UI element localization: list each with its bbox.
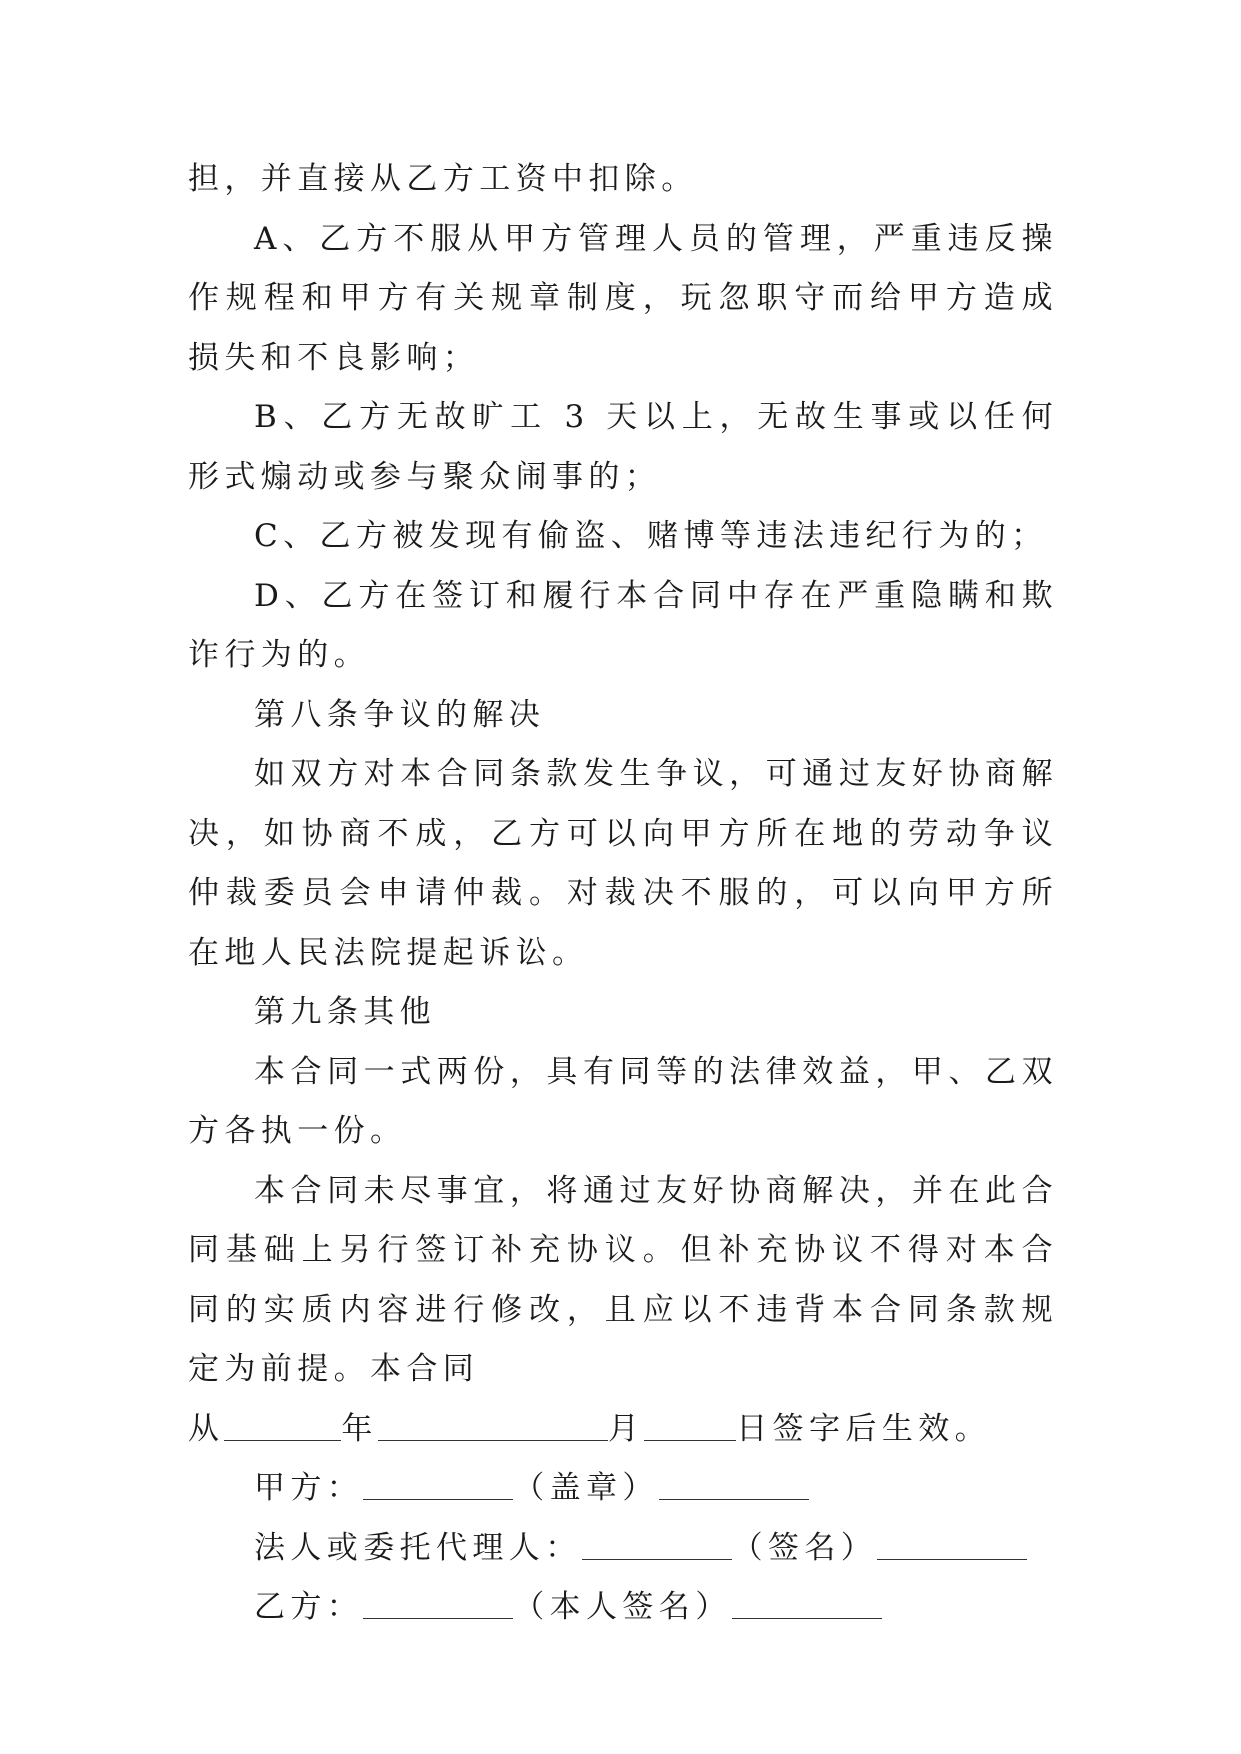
party-a-blank[interactable] (363, 1469, 513, 1500)
day-blank[interactable] (644, 1410, 736, 1441)
party-a-signature-line (188, 1459, 1058, 1519)
year-blank[interactable] (224, 1410, 341, 1441)
party-a-seal-blank[interactable] (659, 1469, 809, 1500)
party-b-sign-label: （本人签名） (513, 1589, 732, 1625)
year-label: 年 (341, 1410, 378, 1447)
party-b-blank[interactable] (363, 1588, 513, 1619)
article-8-heading: 第八条争议的解决 (254, 696, 546, 733)
legal-rep-blank[interactable] (582, 1529, 732, 1560)
day-label: 日签字后生效。 (736, 1410, 992, 1447)
party-b-sign-blank[interactable] (732, 1588, 882, 1619)
legal-rep-sign-blank[interactable] (877, 1529, 1027, 1560)
party-b-label: 乙方： (254, 1589, 364, 1625)
clause-d: D、乙方在签订和履行本合同中存在严重隐瞒和欺诈行为的。 (188, 577, 1058, 673)
legal-rep-signature-line (188, 1519, 1058, 1579)
clause-c: C、乙方被发现有偷盗、赌博等违法违纪行为的； (254, 518, 1048, 554)
month-blank[interactable] (378, 1410, 608, 1441)
clause-b: B、乙方无故旷工 3 天以上，无故生事或以任何形式煽动或参与聚众闹事的； (188, 399, 1058, 495)
from-label: 从 (188, 1410, 225, 1447)
clause-a: A、乙方不服从甲方管理人员的管理，严重违反操作规程和甲方有关规章制度，玩忽职守而给甲方造成损失和不良影响； (188, 220, 1058, 376)
article-9-supplement: 本合同未尽事宜，将通过友好协商解决，并在此合同基础上另行签订补充协议。但补充协议不得对本合同的实质内容进行修改，且应以不违背本合同条款规定为前提。本合同 (188, 1172, 1058, 1387)
article-9-copies: 本合同一式两份，具有同等的法律效益，甲、乙双方各执一份。 (188, 1053, 1058, 1149)
legal-rep-sign-label: （签名） (731, 1529, 878, 1566)
party-a-seal-label: （盖章） (513, 1470, 659, 1506)
party-b-signature-line (188, 1578, 1058, 1638)
legal-rep-label: 法人或委托代理人： (254, 1529, 582, 1566)
contract-text (188, 150, 1058, 1638)
month-label: 月 (607, 1410, 645, 1447)
effective-date-line (188, 1400, 1058, 1460)
party-a-label: 甲方： (254, 1470, 364, 1506)
paragraph-continuation: 担，并直接从乙方工资中扣除。 (188, 161, 698, 197)
article-9-heading: 第九条其他 (254, 994, 436, 1030)
article-8-body: 如双方对本合同条款发生争议，可通过友好协商解决，如协商不成，乙方可以向甲方所在地的劳动争议仲裁委员会申请仲裁。对裁决不服的，可以向甲方所在地人民法院提起诉讼。 (188, 756, 1058, 971)
